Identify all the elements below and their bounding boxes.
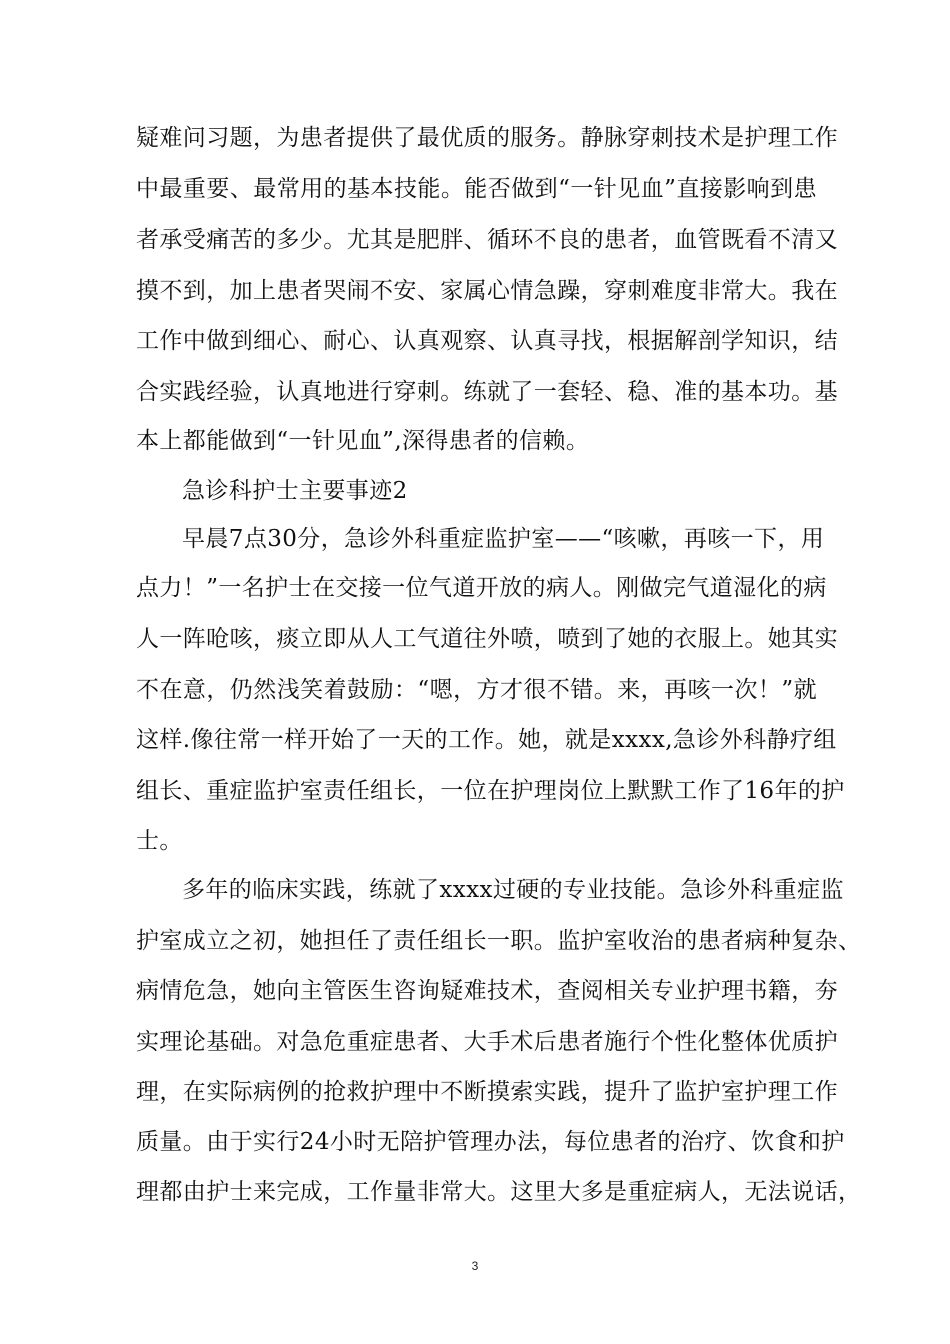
text-line: 质量。由于实行24小时无陪护管理办法，每位患者的治疗、饮食和护 (136, 1129, 845, 1155)
text-line: 本上都能做到“一针见血”,深得患者的信赖。 (136, 428, 590, 454)
text-line: 合实践经验，认真地进行穿刺。练就了一套轻、稳、准的基本功。基 (136, 379, 838, 405)
text-line: 中最重要、最常用的基本技能。能否做到“一针见血”直接影响到患 (136, 176, 817, 202)
text-line: 理都由护士来完成，工作量非常大。这里大多是重症病人，无法说话， (136, 1179, 862, 1205)
text-line: 护室成立之初，她担任了责任组长一职。监护室收治的患者病种复杂、 (136, 928, 862, 954)
page-number: 3 (471, 1259, 479, 1273)
section-heading: 急诊科护士主要事迹2 (182, 478, 408, 504)
text-line: 早晨7点30分，急诊外科重症监护室——“咳嗽，再咳一下，用 (182, 526, 825, 552)
text-line: 组长、重症监护室责任组长，一位在护理岗位上默默工作了16年的护 (136, 778, 845, 804)
text-line: 者承受痛苦的多少。尤其是肥胖、循环不良的患者，血管既看不清又 (136, 227, 838, 253)
text-line: 疑难问习题，为患者提供了最优质的服务。静脉穿刺技术是护理工作 (136, 125, 838, 151)
text-line: 人一阵呛咳，痰立即从人工气道往外喷，喷到了她的衣服上。她其实 (136, 626, 838, 652)
text-line: 工作中做到细心、耐心、认真观察、认真寻找，根据解剖学知识，结 (136, 328, 838, 354)
text-line: 实理论基础。对急危重症患者、大手术后患者施行个性化整体优质护 (136, 1029, 838, 1055)
text-line: 摸不到，加上患者哭闹不安、家属心情急躁，穿刺难度非常大。我在 (136, 278, 838, 304)
text-line: 士。 (136, 828, 183, 854)
text-line: 不在意，仍然浅笑着鼓励：“嗯，方才很不错。来，再咳一次！”就 (136, 677, 817, 703)
text-line: 理，在实际病例的抢救护理中不断摸索实践，提升了监护室护理工作 (136, 1079, 838, 1105)
text-line: 病情危急，她向主管医生咨询疑难技术，查阅相关专业护理书籍，夯 (136, 978, 838, 1004)
text-line: 这样.像往常一样开始了一天的工作。她，就是xxxx,急诊外科静疗组 (136, 727, 837, 753)
text-line: 点力！”一名护士在交接一位气道开放的病人。刚做完气道湿化的病 (136, 575, 827, 601)
text-line: 多年的临床实践，练就了xxxx过硬的专业技能。急诊外科重症监 (182, 877, 844, 903)
